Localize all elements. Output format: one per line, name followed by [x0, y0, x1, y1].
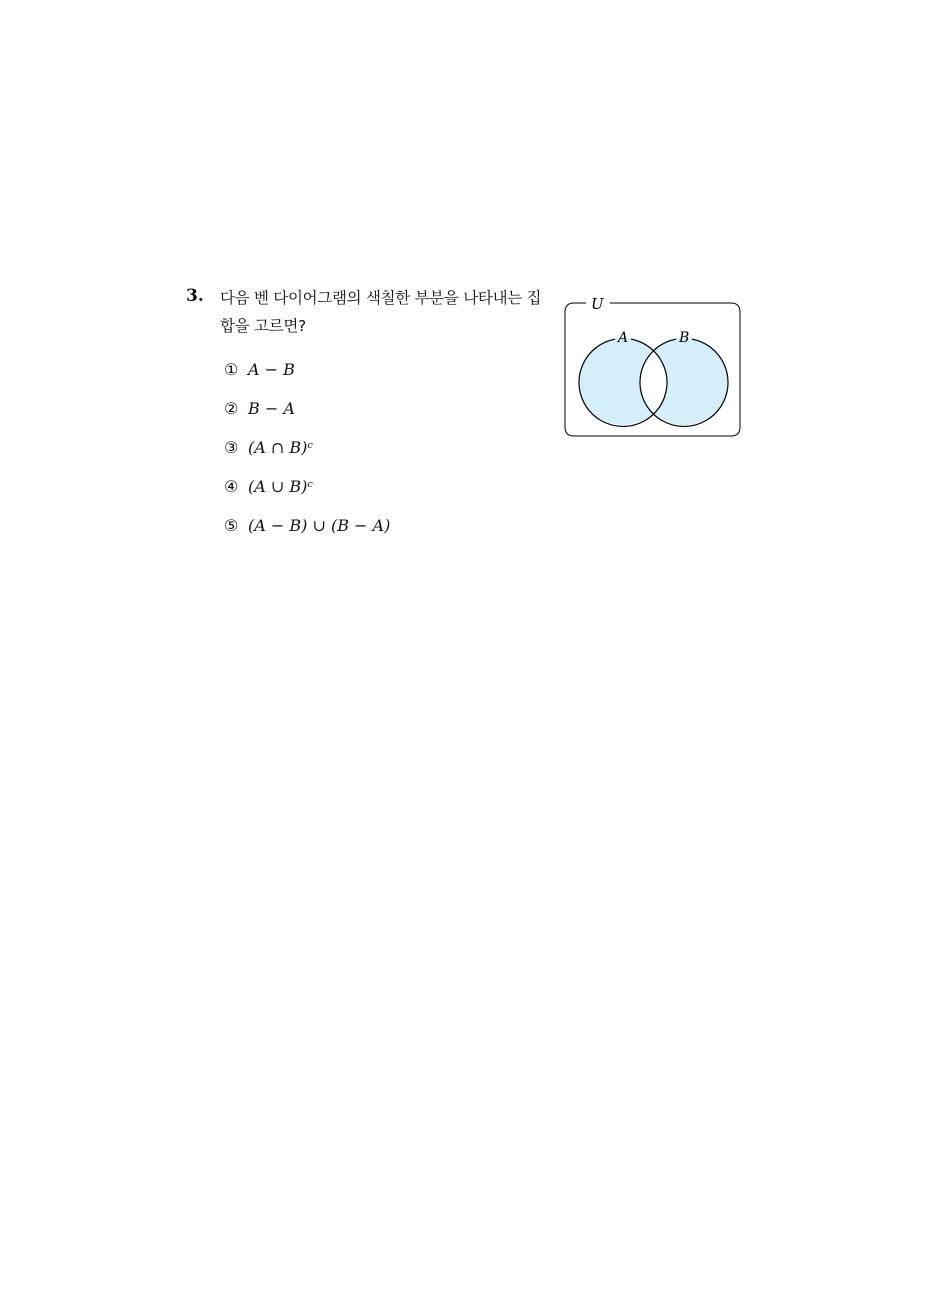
set-a-label: A — [618, 330, 629, 346]
question-number: 3. — [186, 286, 204, 306]
venn-diagram — [560, 290, 746, 440]
choice-expression: (A ∪ B)ᶜ — [248, 477, 314, 496]
choice-marker: ② — [224, 399, 239, 418]
set-b-label: B — [679, 330, 690, 346]
choice-expression: B − A — [248, 399, 295, 418]
venn-diagram-svg — [560, 290, 746, 440]
choice-marker: ① — [224, 360, 239, 379]
choice-list — [224, 360, 390, 555]
choice-marker: ③ — [224, 438, 239, 457]
choice-expression: (A − B) ∪ (B − A) — [248, 516, 391, 535]
choice-marker: ④ — [224, 477, 239, 496]
choice-5[interactable] — [224, 516, 390, 555]
choice-4[interactable] — [224, 477, 390, 516]
choice-1[interactable] — [224, 360, 390, 399]
choice-expression: A − B — [248, 360, 295, 379]
choice-2[interactable] — [224, 399, 390, 438]
choice-3[interactable] — [224, 438, 390, 477]
universal-set-label: U — [591, 295, 604, 313]
choice-expression: (A ∩ B)ᶜ — [248, 438, 314, 457]
question-text: 다음 벤 다이어그램의 색칠한 부분을 나타내는 집합을 고르면? — [220, 289, 542, 335]
choice-marker: ⑤ — [224, 516, 239, 535]
